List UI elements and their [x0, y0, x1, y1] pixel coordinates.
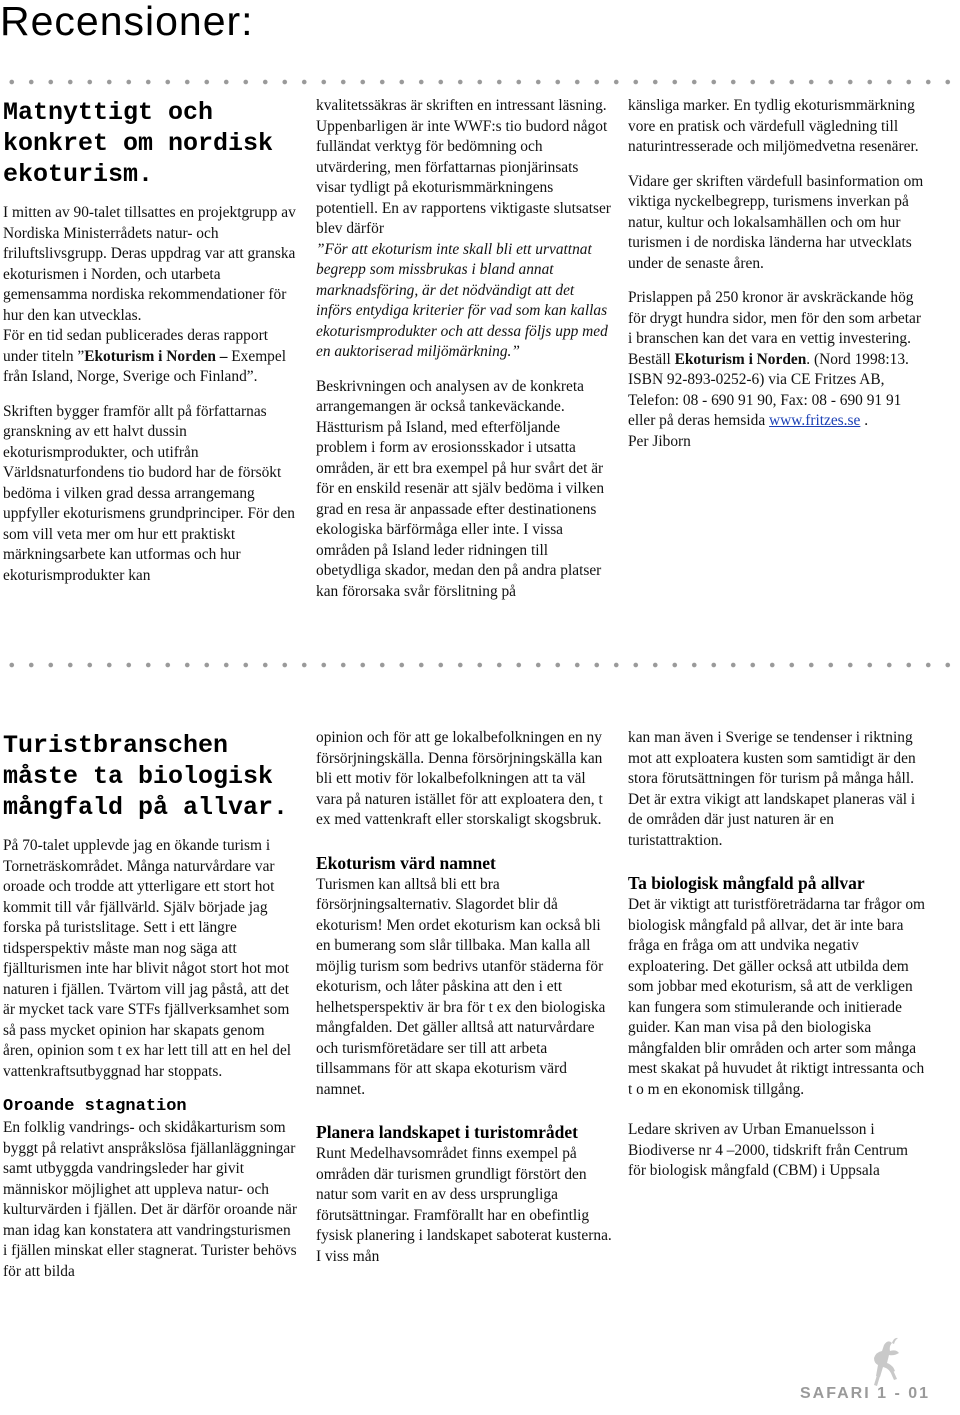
subheading-ekoturism-vard-namnet: Ekoturism värd namnet — [316, 852, 496, 873]
article1-paragraph: Vidare ger skriften värdefull basinformation om viktiga nyckelbegrepp, turismens inverkan på natur, kultur och lokalsamhällen och om hur turismen i de nordiska länderna har utvecklats under de senaste åren. — [628, 172, 924, 272]
article1-column2 — [316, 96, 612, 616]
article2-paragraph: Det är viktigt att turistföreträdarna tar frågor om biologisk mångfald på allvar, det är inte bara fråga en fråga om att undvika negativ exploatering. Det gäller också att utbilda dem som jobbar med ekoturism, så att de verkligen kan fungera som stimulerande och initierade guider. Kan man visa på den biologiska mångfalden blir områden och arter som många mest skakat på huvudet åt riktigt intressanta och t o m en ekonomisk tillgång. — [628, 896, 926, 1098]
article1-column3 — [628, 96, 928, 466]
book-title: Ekoturism i Norden — [674, 350, 807, 368]
article2-column3 — [628, 728, 928, 1196]
fritzes-link[interactable]: www.fritzes.se — [769, 412, 861, 429]
article1-column1 — [3, 97, 298, 600]
article1-author: Per Jiborn — [628, 432, 691, 450]
safari-logo — [792, 1337, 952, 1407]
article2-column1 — [3, 730, 298, 1296]
article2-paragraph: En folklig vandrings- och skidåkarturism som byggt på relativt anspråkslösa fjällanläggningar samt utbyggda vandringsleder har givit människor möjlighet att uppleva natur- och kulturvärden i fjällen. Det är därför oroande när man idag kan konstatera att vandringsturismen i fjällen minskat eller stagnerat. Turister behövs för att bilda — [3, 1119, 298, 1280]
article2-paragraph: Runt Medelhavsområdet finns exempel på områden där turismen grundligt förstört den natur som varit en av dess ursprungliga förutsättningar. Framförallt har en obefintlig fysisk planering i landskapet saboterat kusterna. I viss mån — [316, 1145, 612, 1265]
article1-paragraph: I mitten av 90-talet tillsattes en projektgrupp av Nordiska Ministerrådets natur- och friluftslivsgrupp. Deras uppdrag var att granska ekoturismen i Norden, och utarbeta gemensamma nordiska rekommendationer för hur den kan utvecklas. — [3, 204, 296, 324]
article1-paragraph: Skriften bygger framför allt på författarnas granskning av ett halvt dussin ekoturismprodukter, och utifrån Världsnaturfondens tio budord har de försökt bedöma i vilken grad dessa arrangemang uppfyller ekoturismens grundprinciper. För den som vill veta mer om hur ett praktiskt märkningsarbete kan utformas och hur ekoturismprodukter kan — [3, 402, 295, 584]
article2-source-note: Ledare skriven av Urban Emanuelsson i Biodiverse nr 4 –2000, tidskrift från Centrum för biologisk mångfald (CBM) i Uppsala — [628, 1121, 908, 1179]
logo-text: SAFARI — [800, 1385, 871, 1402]
article1-paragraph: Prislappen på 250 kronor är avskräckande hög för drygt hundra sidor, men för den som arbetar i branschen kan det vara en vettig investering. — [628, 289, 922, 347]
dotted-divider-middle — [0, 660, 960, 670]
subheading-ta-biologisk-mangfald: Ta biologisk mångfald på allvar — [628, 873, 865, 893]
article1-heading: Matnyttigt och konkret om nordisk ekoturism. — [3, 98, 274, 189]
article1-paragraph: Beskrivningen och analysen av de konkreta arrangemangen är också tankeväckande. Hästturism på Island, med efterföljande problem i form av erosionsskador i utsatta områden, är ett bra exempel på hur svårt det är för en enskild resenär att själv bedöma i vilken grad en resa är anpassade efter destinationens ekologiska bärförmåga eller inte. I vissa områden på Island leder ridningen till obetydliga skador, medan den på andra platser kan förorsaka svår förslitning på — [316, 377, 605, 600]
article1-paragraph: känsliga marker. En tydlig ekoturismmärkning vore en pratisk och värdefull vägledning till naturintresserade och miljömedvetna resenärer. — [628, 97, 919, 155]
subheading-oroande-stagnation: Oroande stagnation — [3, 1097, 187, 1116]
article1-quote: ”För att ekoturism inte skall bli ett urvattnat begrepp som missbrukas i bland annat marknadsföring, är det nödvändigt att det införs entydiga kriterier för vad som kan kallas ekoturismprodukter och att dessa följs upp med en auktoriserad miljömärkning.” — [316, 240, 608, 360]
article1-paragraph: kvalitetssäkras är skriften en intressant läsning. Uppenbarligen är inte WWF:s tio budord något fulländat verktyg för bedömning och utvärdering, men författarnas pionjärinsats visar tydligt på ekoturismmärkningens potentiell. En av rapportens viktigaste slutsatser blev därför — [316, 97, 611, 237]
page-title: Recensioner: — [0, 0, 254, 44]
page-number: 1 - 01 — [877, 1385, 931, 1402]
subheading-planera-landskapet: Planera landskapet i turistområdet — [316, 1122, 579, 1142]
dotted-divider-top — [0, 77, 960, 87]
book-title: Ekoturism i Norden – — [84, 347, 228, 365]
article2-paragraph: Turismen kan alltså bli ett bra försörjningsalternativ. Slagordet blir då ekoturism! Men ordet ekoturism kan också bli en bumerang som slår tillbaka. Man kalla all möjlig turism som bedrivs utanför städerna för ekoturism, och låter påskina att den i ett helhetsperspektiv är bra för t ex den biologiska mångfalden. Det gäller alltså att naturvårdare och turismföretädare ser till att arbeta tillsammans för att skapa ekoturism värd namnet. — [316, 875, 606, 1098]
article1-paragraph-title-ref: För en tid sedan publicerades deras rapport under titeln ”Ekoturism i Norden – Exempel från Island, Norge, Sverige och Finland”. — [3, 327, 286, 385]
article2-heading: Turistbranschen måste ta biologisk mångfald på allvar. — [3, 731, 289, 822]
article2-paragraph: På 70-talet upplevde jag en ökande turism i Torneträskområdet. Många naturvårdare var oroade och trodde att ytterligare ett stort hot kommit till vår fjällvärld. Själv började jag forska på turistslitage. Sett i ett längre tidsperspektiv måste man nog säga att fjällturismen inte har blivit något stort hot mot naturen i fjällen. Tvärtom vill jag påstå, att det är mycket tack vare STFs fjällverksamhet som så pass mycket opinion har skapats genom åren, opinion som t ex har lett till att en hel del vattenkraftsutbyggnad har stoppats. — [3, 837, 292, 1080]
article2-paragraph: opinion och för att ge lokalbefolkningen en ny försörjningskälla. Denna försörjningskälla kan bli ett motiv för lokalbefolkningen att ta väl vara på naturen istället för att exploatera den, t ex med vattenkraft eller storskaligt skogsbruk. — [316, 729, 603, 828]
order-info: Beställ Ekoturism i Norden. (Nord 1998:13. ISBN 92-893-0252-6) via CE Fritzes AB, Telefon: 08 - 690 91 90, Fax: 08 - 690 91 91 eller på deras hemsida www.fritzes.se . — [628, 350, 909, 429]
article2-column2 — [316, 728, 612, 1281]
article2-paragraph: kan man även i Sverige se tendenser i riktning mot att exploatera kusten som samtidigt är den stora förutsättningen för turism på många håll. Det är extra vikigt att landskapet planeras väl i de områden där just naturen är en turistattraktion. — [628, 729, 916, 849]
